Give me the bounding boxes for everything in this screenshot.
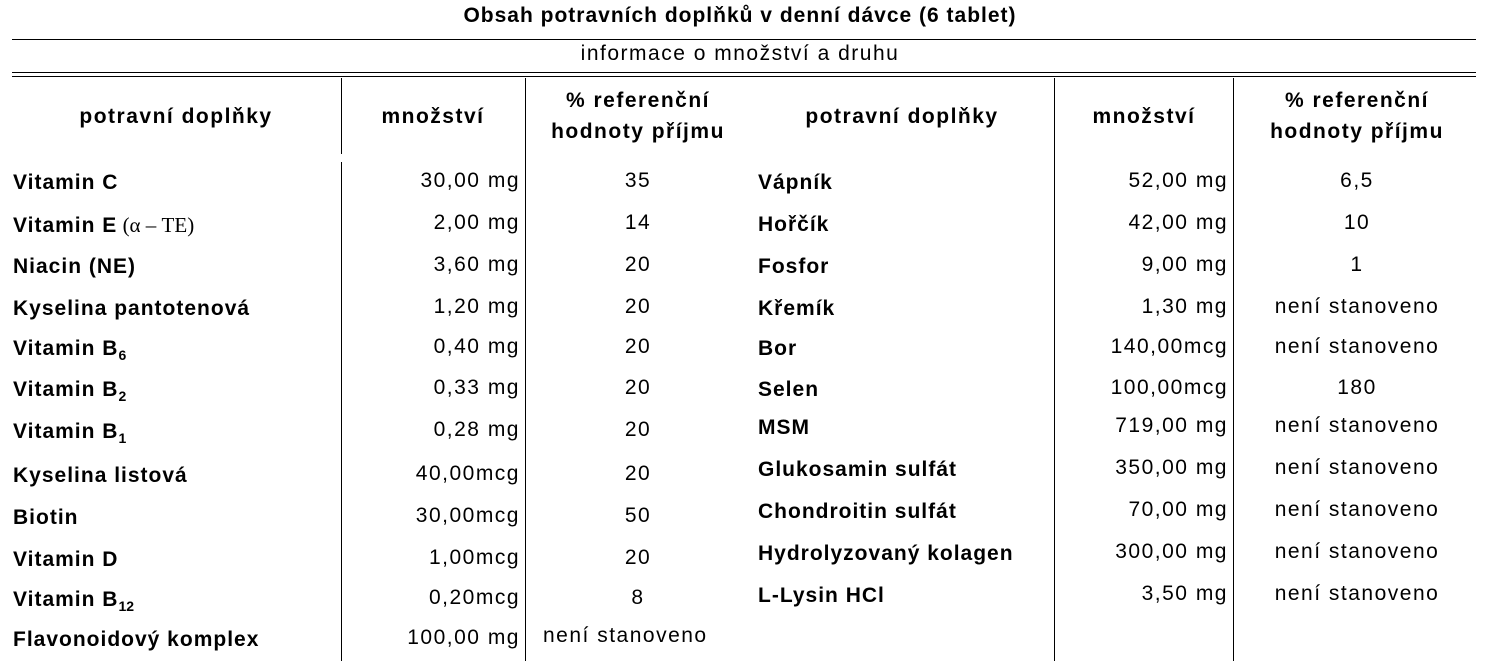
supplement-amount: 100,00mcg bbox=[1110, 376, 1228, 399]
supplement-name-text: L-Lysin HCl bbox=[758, 584, 885, 607]
supplement-name bbox=[13, 506, 339, 530]
reference-percent: není stanoveno bbox=[1274, 498, 1440, 521]
supplement-name-text: Křemík bbox=[758, 297, 836, 320]
reference-percent: 6,5 bbox=[1340, 169, 1374, 192]
supplement-name-text: Vitamin B bbox=[13, 588, 119, 611]
header-amount-left: množství bbox=[381, 105, 485, 128]
reference-percent: 20 bbox=[624, 253, 652, 276]
reference-percent: 20 bbox=[624, 418, 652, 441]
supplement-amount: 0,33 mg bbox=[433, 376, 520, 399]
supplement-amount: 1,30 mg bbox=[1141, 295, 1228, 318]
subscript: 6 bbox=[118, 347, 127, 363]
supplement-name-text: Vitamin B bbox=[13, 420, 119, 443]
header-reference-right-1: % referenční bbox=[1284, 89, 1430, 112]
title-divider bbox=[12, 39, 1476, 40]
supplement-name bbox=[758, 213, 1052, 237]
reference-percent: 180 bbox=[1337, 376, 1377, 399]
subscript: 1 bbox=[118, 430, 127, 446]
supplement-name bbox=[758, 584, 1052, 608]
supplement-name bbox=[13, 171, 339, 195]
supplement-name-text: Vitamin C bbox=[13, 171, 119, 194]
supplement-amount: 52,00 mg bbox=[1128, 169, 1228, 192]
supplement-name bbox=[13, 588, 339, 612]
supplement-name bbox=[13, 378, 339, 402]
reference-percent: 20 bbox=[624, 295, 652, 318]
supplement-amount: 0,28 mg bbox=[433, 418, 520, 441]
reference-percent: není stanoveno bbox=[1274, 295, 1440, 318]
supplement-amount: 3,50 mg bbox=[1141, 582, 1228, 605]
header-reference-left-1: % referenční bbox=[565, 89, 711, 112]
supplement-amount: 719,00 mg bbox=[1115, 414, 1228, 437]
reference-percent: není stanoveno bbox=[1274, 582, 1440, 605]
reference-percent: není stanoveno bbox=[543, 624, 708, 647]
header-amount-right: množství bbox=[1092, 105, 1196, 128]
subtitle-divider-top bbox=[12, 72, 1476, 73]
reference-percent: není stanoveno bbox=[1274, 540, 1440, 563]
supplement-name bbox=[13, 255, 339, 279]
supplement-name-text: Vitamin E bbox=[13, 214, 118, 237]
supplement-amount: 40,00mcg bbox=[415, 462, 520, 485]
supplement-name-suffix: (α – TE) bbox=[117, 213, 195, 237]
supplement-amount: 0,20mcg bbox=[428, 586, 520, 609]
col-divider bbox=[1233, 78, 1234, 661]
header-supplement-right: potravní doplňky bbox=[805, 105, 999, 128]
supplement-name bbox=[13, 420, 339, 444]
supplement-amount: 42,00 mg bbox=[1128, 211, 1228, 234]
supplement-name bbox=[758, 255, 1052, 279]
supplement-amount: 30,00mcg bbox=[415, 504, 520, 527]
header-reference-left-2: hodnoty příjmu bbox=[551, 120, 725, 143]
col-divider bbox=[341, 162, 342, 661]
supplement-amount: 0,40 mg bbox=[433, 335, 520, 358]
supplement-name-text: Bor bbox=[758, 337, 798, 360]
supplement-amount: 70,00 mg bbox=[1128, 498, 1228, 521]
supplement-name bbox=[13, 213, 339, 238]
supplement-name-text: Kyselina listová bbox=[13, 464, 188, 487]
supplement-amount: 350,00 mg bbox=[1115, 456, 1228, 479]
supplement-name-text: Fosfor bbox=[758, 255, 830, 278]
supplement-name-text: Glukosamin sulfát bbox=[758, 458, 958, 481]
supplement-name bbox=[758, 171, 1052, 195]
supplement-name-text: Selen bbox=[758, 378, 820, 401]
supplement-name-text: Vitamin B bbox=[13, 378, 119, 401]
supplement-name bbox=[758, 542, 1052, 566]
supplement-name bbox=[13, 548, 339, 572]
supplement-amount: 140,00mcg bbox=[1110, 335, 1228, 358]
supplement-name-text: Hořčík bbox=[758, 213, 830, 236]
supplement-name-text: Kyselina pantotenová bbox=[13, 297, 251, 320]
supplement-name-text: Chondroitin sulfát bbox=[758, 500, 957, 523]
subscript: 12 bbox=[118, 598, 135, 614]
supplement-name-text: Hydrolyzovaný kolagen bbox=[758, 542, 1014, 565]
header-supplement-left: potravní doplňky bbox=[79, 105, 273, 128]
reference-percent: není stanoveno bbox=[1274, 335, 1440, 358]
supplement-name-text: MSM bbox=[758, 416, 810, 439]
supplement-name bbox=[13, 464, 339, 488]
supplement-name bbox=[13, 628, 339, 652]
supplement-name-text: Biotin bbox=[13, 506, 79, 529]
supplement-amount: 3,60 mg bbox=[433, 253, 520, 276]
reference-percent: 14 bbox=[624, 211, 652, 234]
supplement-name-text: Vápník bbox=[758, 171, 833, 194]
supplement-name bbox=[13, 297, 339, 321]
reference-percent: 35 bbox=[624, 169, 652, 192]
reference-percent: 20 bbox=[624, 335, 652, 358]
supplement-name bbox=[758, 337, 1052, 361]
supplement-amount: 2,00 mg bbox=[433, 211, 520, 234]
reference-percent: 20 bbox=[624, 462, 652, 485]
supplement-amount: 30,00 mg bbox=[420, 169, 520, 192]
reference-percent: 1 bbox=[1350, 253, 1364, 276]
reference-percent: není stanoveno bbox=[1274, 456, 1440, 479]
reference-percent: 50 bbox=[624, 504, 652, 527]
supplement-amount: 100,00 mg bbox=[407, 626, 520, 649]
supplement-amount: 9,00 mg bbox=[1141, 253, 1228, 276]
col-divider bbox=[525, 78, 526, 661]
supplement-name bbox=[758, 458, 1052, 482]
supplement-name bbox=[758, 416, 1052, 440]
table-title: Obsah potravních doplňků v denní dávce (6 tablet) bbox=[463, 4, 1017, 27]
reference-percent: není stanoveno bbox=[1274, 414, 1440, 437]
subtitle-divider-bottom bbox=[12, 76, 1476, 77]
header-reference-right-2: hodnoty příjmu bbox=[1270, 120, 1444, 143]
col-divider bbox=[1054, 78, 1055, 661]
supplement-name-text: Flavonoidový komplex bbox=[13, 628, 260, 651]
table-subtitle: informace o množství a druhu bbox=[580, 42, 900, 65]
subscript: 2 bbox=[118, 388, 127, 404]
reference-percent: 10 bbox=[1343, 211, 1371, 234]
supplement-amount: 1,00mcg bbox=[428, 546, 520, 569]
reference-percent: 20 bbox=[624, 376, 652, 399]
supplement-amount: 300,00 mg bbox=[1115, 540, 1228, 563]
supplement-name bbox=[13, 337, 339, 361]
supplement-name bbox=[758, 378, 1052, 402]
supplement-name-text: Niacin (NE) bbox=[13, 255, 137, 278]
supplement-amount: 1,20 mg bbox=[433, 295, 520, 318]
supplement-name-text: Vitamin D bbox=[13, 548, 119, 571]
supplement-name bbox=[758, 297, 1052, 321]
supplement-name-text: Vitamin B bbox=[13, 337, 119, 360]
supplement-name bbox=[758, 500, 1052, 524]
reference-percent: 20 bbox=[624, 546, 652, 569]
reference-percent: 8 bbox=[631, 586, 645, 609]
